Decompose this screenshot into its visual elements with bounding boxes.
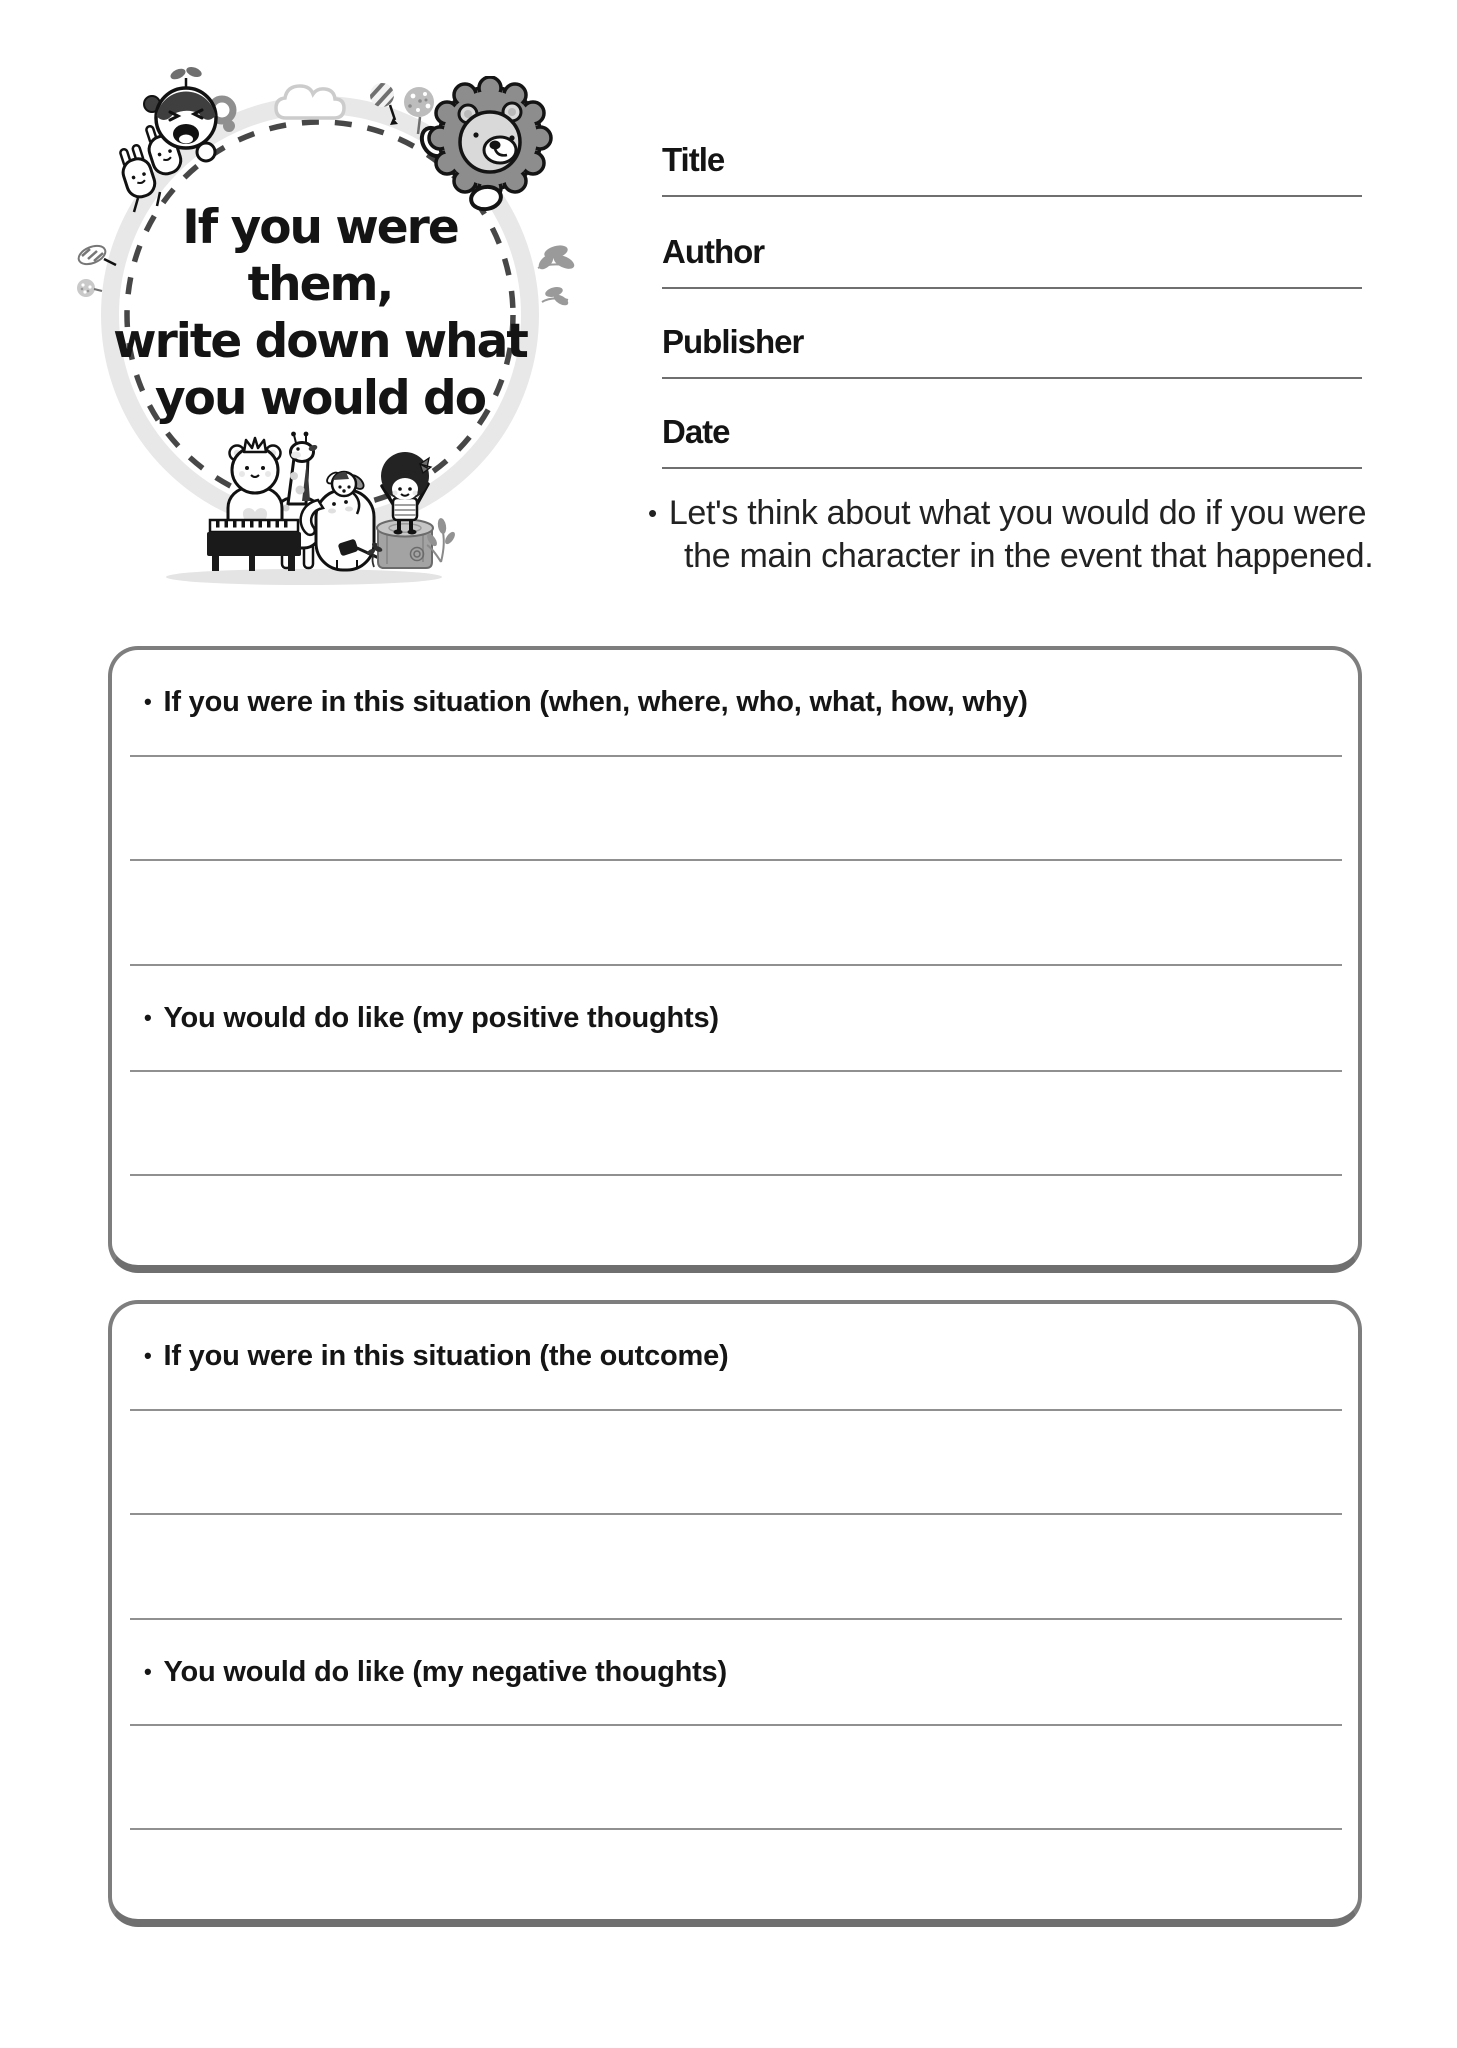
writing-line xyxy=(130,1618,1342,1620)
page-title-line: write down what xyxy=(113,314,527,369)
bullet-icon: • xyxy=(144,689,152,714)
animal-band-illustration xyxy=(136,428,468,588)
section-heading-outcome xyxy=(144,1340,729,1373)
shadow xyxy=(166,569,442,585)
leaf-decoration-icon xyxy=(530,240,582,312)
writing-line xyxy=(130,755,1342,757)
lion-icon xyxy=(418,76,568,216)
writing-line xyxy=(130,859,1342,861)
field-publisher xyxy=(662,323,1362,381)
worksheet-box-situation xyxy=(108,646,1362,1273)
section-heading-text: If you were in this situation (when, where, who, what, how, why) xyxy=(163,686,1028,718)
page-title xyxy=(100,199,540,427)
page-title-line: you would do xyxy=(155,371,485,426)
bullet-icon: • xyxy=(144,1343,152,1368)
leaf-decoration-icon xyxy=(72,242,124,306)
section-heading-text: You would do like (my positive thoughts) xyxy=(163,1002,719,1034)
field-publisher-label: Publisher xyxy=(662,323,804,360)
section-heading-text: If you were in this situation (the outcome) xyxy=(163,1340,729,1372)
field-author-label: Author xyxy=(662,233,765,270)
tree-stump-icon xyxy=(377,520,433,569)
field-title xyxy=(662,141,1362,199)
page-title-line: If you were xyxy=(182,200,458,255)
writing-line xyxy=(130,1828,1342,1830)
section-heading-negative-thoughts xyxy=(144,1656,727,1689)
striped-balloon-icon xyxy=(366,80,402,132)
bullet-icon: • xyxy=(144,1005,152,1030)
field-author xyxy=(662,233,1362,291)
bullet-icon: • xyxy=(144,1659,152,1684)
section-heading-text: You would do like (my negative thoughts) xyxy=(163,1656,727,1688)
writing-line xyxy=(130,1513,1342,1515)
field-title-line xyxy=(662,195,1362,197)
field-author-line xyxy=(662,287,1362,289)
section-heading-situation xyxy=(144,686,1028,719)
writing-line xyxy=(130,1174,1342,1176)
bullet-icon: • xyxy=(648,498,657,528)
writing-line xyxy=(130,964,1342,966)
cloud-icon xyxy=(270,76,355,128)
page-title-line: them, xyxy=(247,257,393,312)
field-publisher-line xyxy=(662,377,1362,379)
intro-note xyxy=(648,492,1390,578)
section-heading-positive-thoughts xyxy=(144,1002,719,1035)
intro-text: Let's think about what you would do if you were the main character in the event that happened. xyxy=(668,494,1374,575)
monkey-icon xyxy=(98,60,253,215)
writing-line xyxy=(130,1409,1342,1411)
field-date-label: Date xyxy=(662,413,730,450)
worksheet-box-outcome xyxy=(108,1300,1362,1927)
field-title-label: Title xyxy=(662,141,725,178)
writing-line xyxy=(130,1724,1342,1726)
field-date-line xyxy=(662,467,1362,469)
writing-line xyxy=(130,1070,1342,1072)
field-date xyxy=(662,413,1362,471)
